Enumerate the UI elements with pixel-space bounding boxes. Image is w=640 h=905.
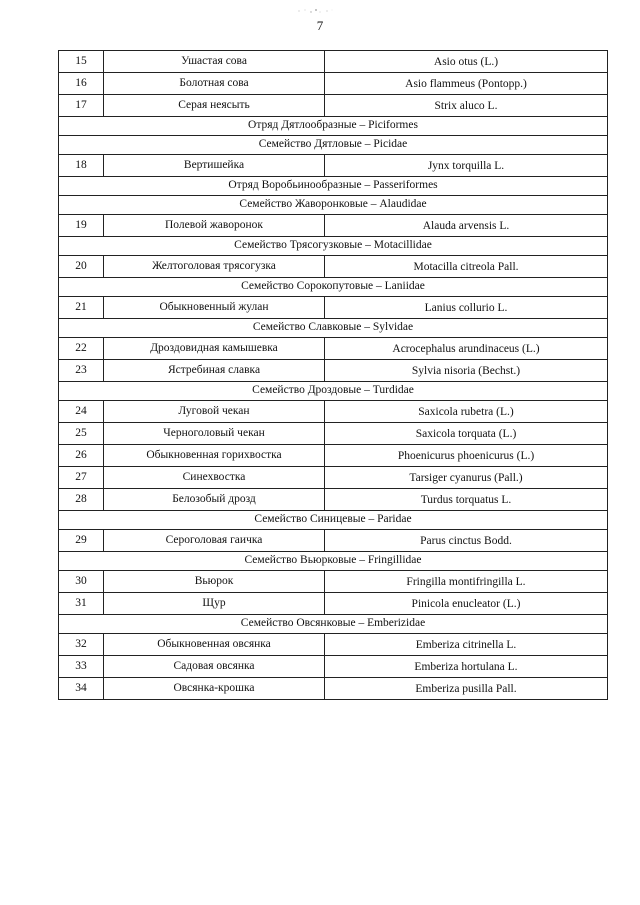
species-row	[59, 489, 608, 511]
species-row	[59, 445, 608, 467]
species-name-latin: Strix aluco L.	[325, 95, 608, 117]
species-name-russian: Обыкновенный жулан	[104, 297, 325, 319]
taxon-header-row	[59, 196, 608, 215]
species-name-latin: Saxicola rubetra (L.)	[325, 401, 608, 423]
species-name-latin: Asio otus (L.)	[325, 51, 608, 73]
taxon-header-row	[59, 511, 608, 530]
species-row	[59, 571, 608, 593]
species-number: 17	[59, 95, 104, 117]
species-number: 20	[59, 256, 104, 278]
taxon-header: Отряд Дятлообразные – Piciformes	[59, 117, 608, 136]
species-number: 32	[59, 634, 104, 656]
taxon-header: Семейство Жаворонковые – Alaudidae	[59, 196, 608, 215]
taxon-header: Семейство Дятловые – Picidae	[59, 136, 608, 155]
species-number: 34	[59, 678, 104, 700]
species-name-latin: Emberiza pusilla Pall.	[325, 678, 608, 700]
species-name-latin: Asio flammeus (Pontopp.)	[325, 73, 608, 95]
species-name-latin: Fringilla montifringilla L.	[325, 571, 608, 593]
species-name-latin: Acrocephalus arundinaceus (L.)	[325, 338, 608, 360]
species-name-latin: Jynx torquilla L.	[325, 155, 608, 177]
taxon-header: Семейство Синицевые – Paridae	[59, 511, 608, 530]
taxon-header: Семейство Вьюрковые – Fringillidae	[59, 552, 608, 571]
species-number: 31	[59, 593, 104, 615]
species-name-russian: Белозобый дрозд	[104, 489, 325, 511]
species-name-russian: Садовая овсянка	[104, 656, 325, 678]
species-name-russian: Желтоголовая трясогузка	[104, 256, 325, 278]
species-name-latin: Pinicola enucleator (L.)	[325, 593, 608, 615]
species-number: 15	[59, 51, 104, 73]
species-row	[59, 360, 608, 382]
species-name-russian: Обыкновенная горихвостка	[104, 445, 325, 467]
species-name-russian: Вьюрок	[104, 571, 325, 593]
species-number: 18	[59, 155, 104, 177]
species-name-latin: Alauda arvensis L.	[325, 215, 608, 237]
species-number: 27	[59, 467, 104, 489]
species-number: 24	[59, 401, 104, 423]
species-row	[59, 51, 608, 73]
scan-artifact	[296, 8, 336, 14]
species-row	[59, 215, 608, 237]
taxon-header-row	[59, 278, 608, 297]
species-row	[59, 423, 608, 445]
species-number: 25	[59, 423, 104, 445]
species-name-latin: Saxicola torquata (L.)	[325, 423, 608, 445]
species-row	[59, 297, 608, 319]
species-row	[59, 73, 608, 95]
species-name-russian: Вертишейка	[104, 155, 325, 177]
species-name-russian: Овсянка-крошка	[104, 678, 325, 700]
taxon-header-row	[59, 136, 608, 155]
species-number: 23	[59, 360, 104, 382]
taxon-header-row	[59, 237, 608, 256]
species-row	[59, 256, 608, 278]
species-name-latin: Emberiza hortulana L.	[325, 656, 608, 678]
species-name-russian: Синехвостка	[104, 467, 325, 489]
species-number: 26	[59, 445, 104, 467]
species-name-latin: Sylvia nisoria (Bechst.)	[325, 360, 608, 382]
species-number: 22	[59, 338, 104, 360]
taxon-header: Семейство Дроздовые – Turdidae	[59, 382, 608, 401]
species-row	[59, 401, 608, 423]
taxon-header-row	[59, 615, 608, 634]
species-number: 33	[59, 656, 104, 678]
species-number: 29	[59, 530, 104, 552]
species-name-latin: Parus cinctus Bodd.	[325, 530, 608, 552]
species-name-russian: Обыкновенная овсянка	[104, 634, 325, 656]
species-row	[59, 467, 608, 489]
species-row	[59, 95, 608, 117]
taxon-header: Отряд Воробьинообразные – Passeriformes	[59, 177, 608, 196]
species-name-russian: Сероголовая гаичка	[104, 530, 325, 552]
taxon-header: Семейство Трясогузковые – Motacillidae	[59, 237, 608, 256]
species-name-russian: Серая неясыть	[104, 95, 325, 117]
species-row	[59, 155, 608, 177]
taxon-header: Семейство Овсянковые – Emberizidae	[59, 615, 608, 634]
species-name-latin: Motacilla citreola Pall.	[325, 256, 608, 278]
species-number: 28	[59, 489, 104, 511]
species-name-russian: Луговой чекан	[104, 401, 325, 423]
page-number: 7	[316, 18, 324, 33]
taxon-header: Семейство Славковые – Sylvidae	[59, 319, 608, 338]
species-name-latin: Tarsiger cyanurus (Pall.)	[325, 467, 608, 489]
species-row	[59, 338, 608, 360]
species-number: 19	[59, 215, 104, 237]
species-name-latin: Emberiza citrinella L.	[325, 634, 608, 656]
species-row	[59, 678, 608, 700]
species-name-russian: Болотная сова	[104, 73, 325, 95]
species-name-latin: Turdus torquatus L.	[325, 489, 608, 511]
species-name-latin: Lanius collurio L.	[325, 297, 608, 319]
species-row	[59, 634, 608, 656]
species-table	[58, 50, 608, 700]
taxon-header: Семейство Сорокопутовые – Laniidae	[59, 278, 608, 297]
taxon-header-row	[59, 177, 608, 196]
species-row	[59, 593, 608, 615]
species-row	[59, 656, 608, 678]
species-name-russian: Черноголовый чекан	[104, 423, 325, 445]
taxon-header-row	[59, 117, 608, 136]
species-name-russian: Дроздовидная камышевка	[104, 338, 325, 360]
species-row	[59, 530, 608, 552]
taxon-header-row	[59, 382, 608, 401]
species-name-russian: Полевой жаворонок	[104, 215, 325, 237]
species-name-latin: Phoenicurus phoenicurus (L.)	[325, 445, 608, 467]
species-name-russian: Щур	[104, 593, 325, 615]
taxon-header-row	[59, 319, 608, 338]
species-name-russian: Ушастая сова	[104, 51, 325, 73]
species-number: 30	[59, 571, 104, 593]
species-number: 21	[59, 297, 104, 319]
species-name-russian: Ястребиная славка	[104, 360, 325, 382]
taxon-header-row	[59, 552, 608, 571]
species-table-body	[59, 51, 608, 700]
species-number: 16	[59, 73, 104, 95]
